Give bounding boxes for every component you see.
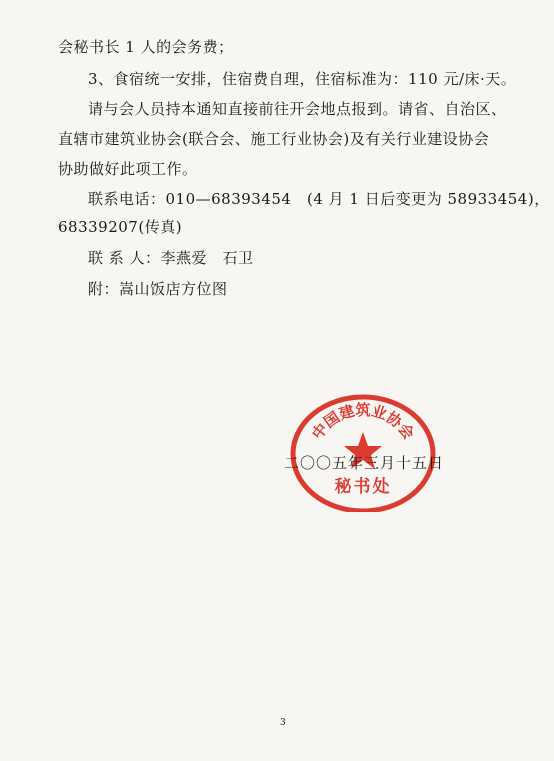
text-line-1: 会秘书长 1 人的会务费；: [58, 38, 234, 56]
page-number: 3: [280, 718, 286, 728]
text-line-3: 请与会人员持本通知直接前往开会地点报到。请省、自治区、: [88, 100, 507, 118]
issue-date: 二〇〇五年三月十五日: [284, 454, 445, 472]
attachment-line: 附：嵩山饭店方位图: [88, 280, 228, 298]
text-line-2: 3、食宿统一安排，住宿费自理，住宿标准为：110 元/床·天。: [88, 70, 517, 88]
contact-phone-line: 联系电话：010—68393454 (4 月 1 日后变更为 58933454)，: [88, 190, 550, 208]
svg-text:中国建筑业协会: 中国建筑业协会: [308, 401, 418, 443]
fax-line: 68339207(传真): [58, 218, 183, 236]
contact-person-line: 联 系 人：李燕爱 石卫: [88, 249, 254, 267]
svg-text:秘书处: 秘书处: [334, 477, 392, 497]
text-line-5: 协助做好此项工作。: [58, 160, 198, 178]
text-line-4: 直辖市建筑业协会(联合会、施工行业协会)及有关行业建设协会: [58, 130, 490, 148]
